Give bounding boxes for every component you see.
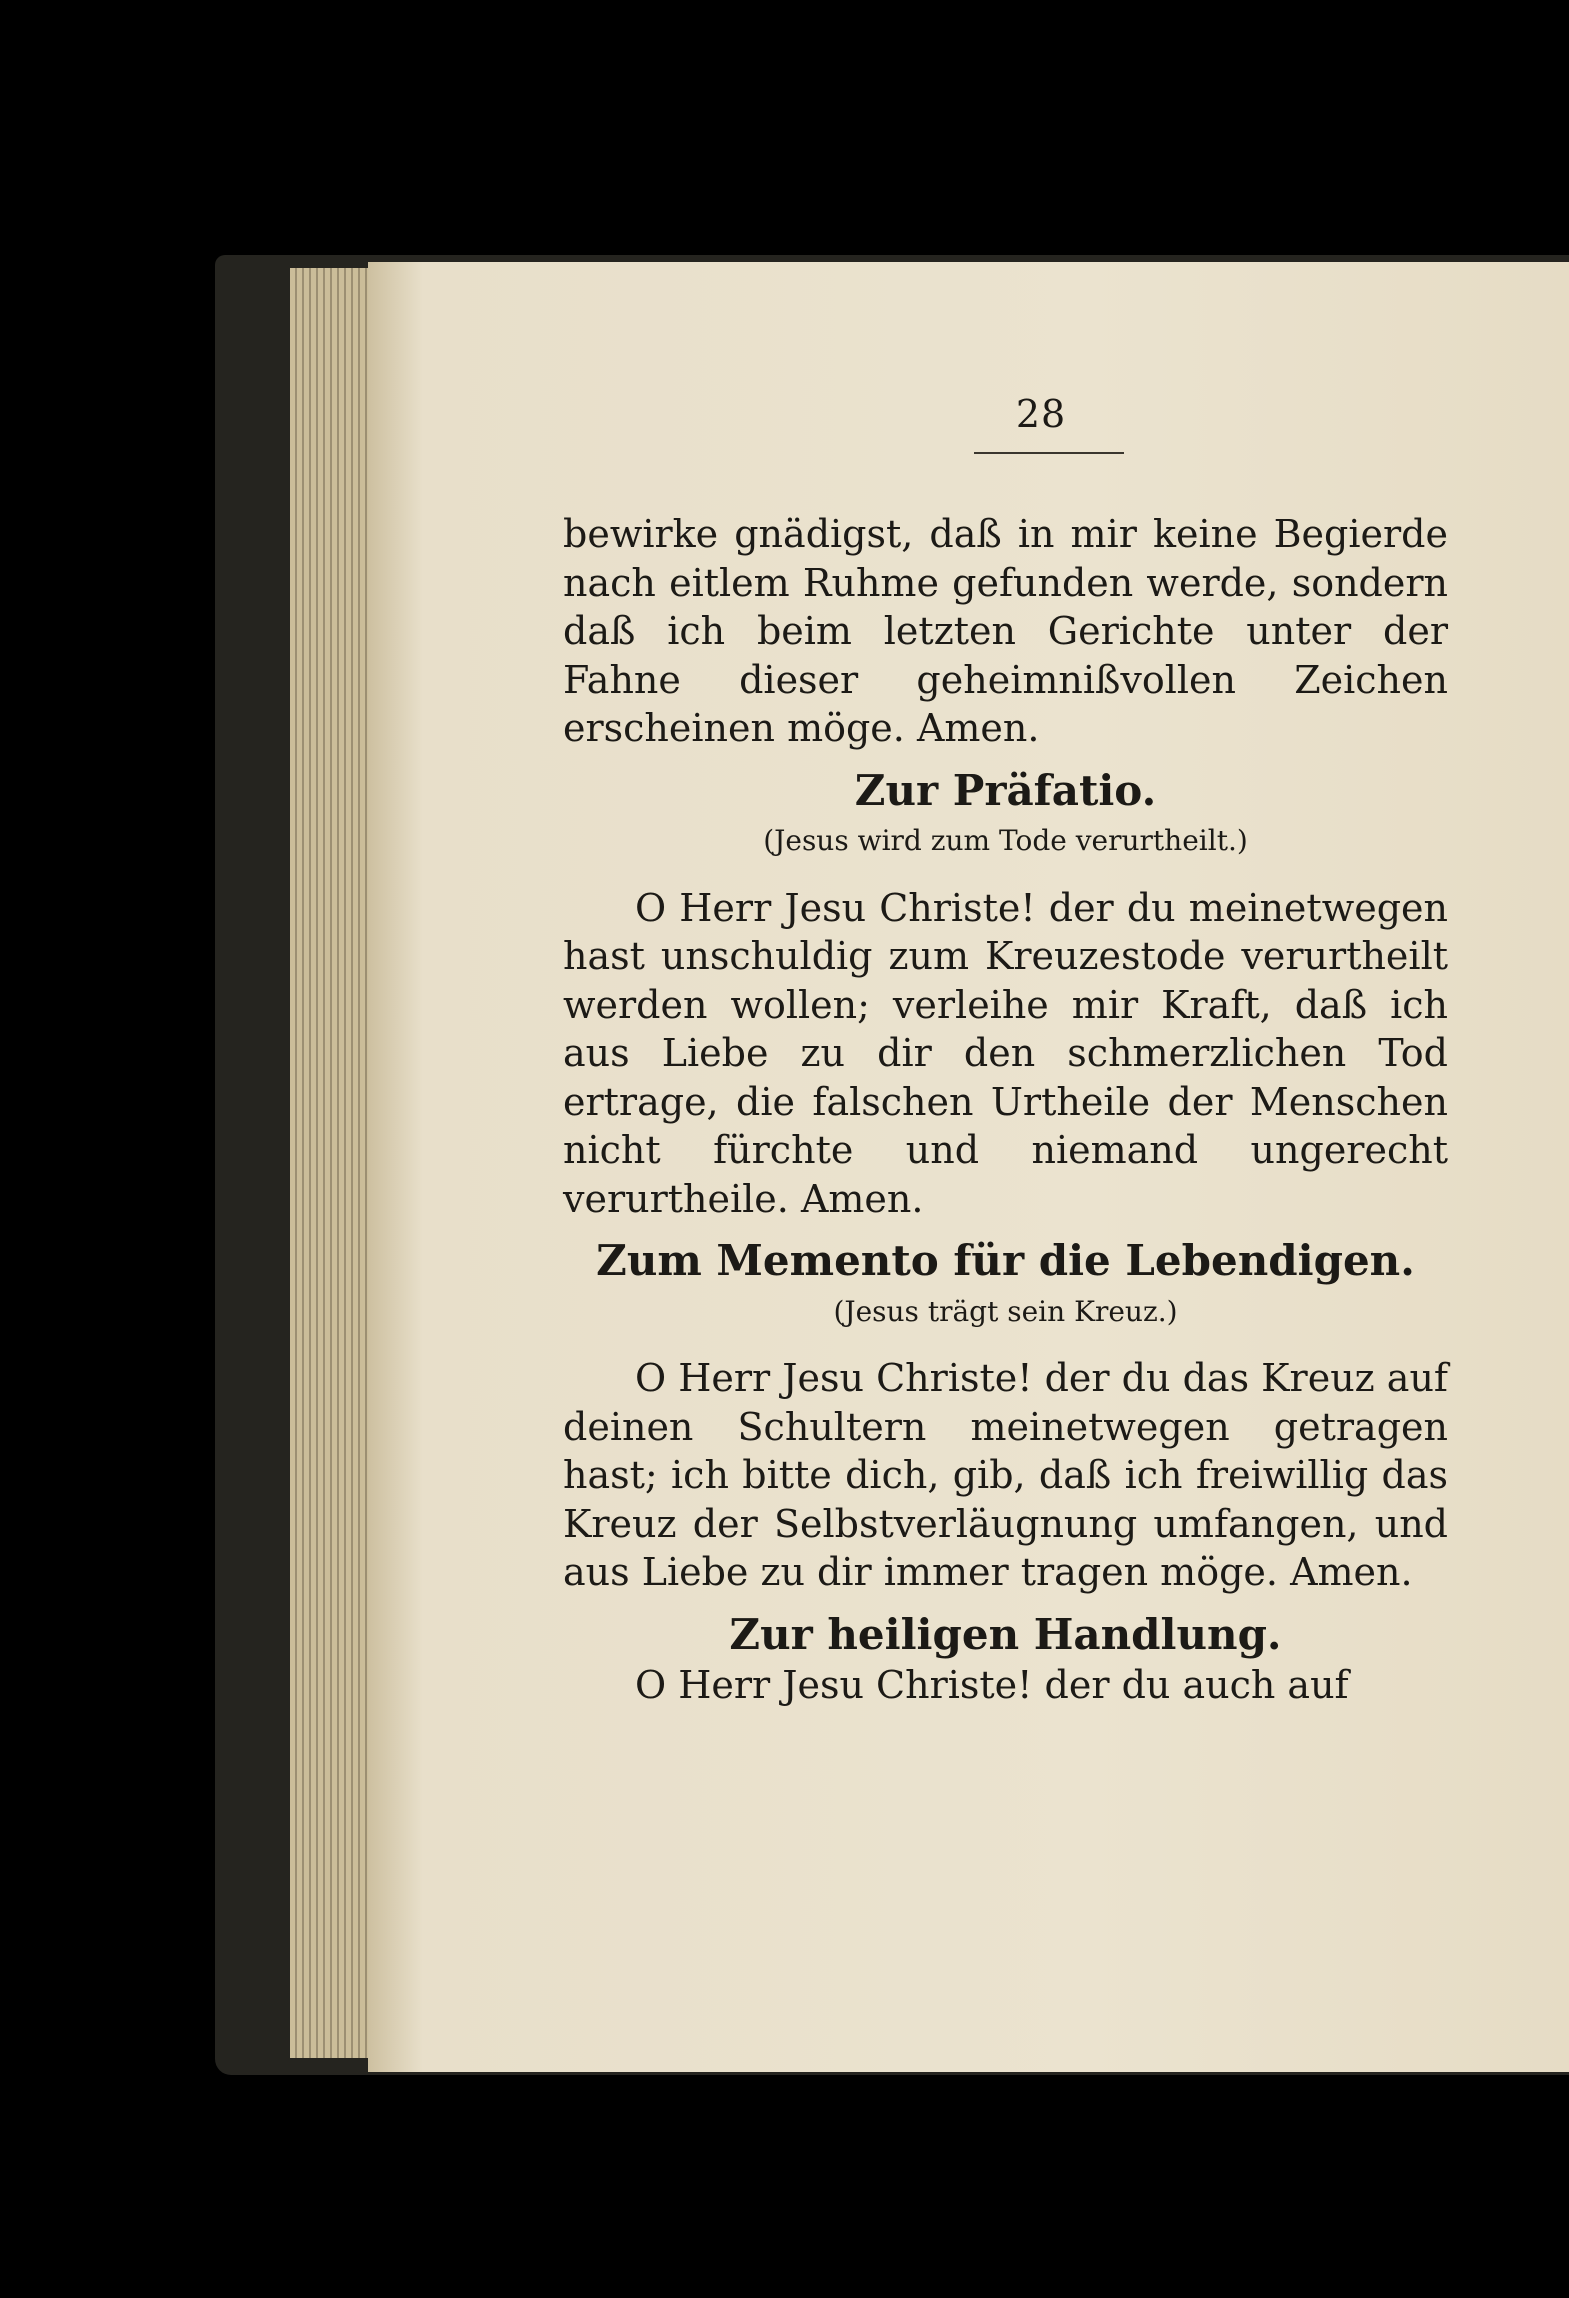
prayer-heilige-handlung: O Herr Jesu Christe! der du auch auf [635, 1663, 1349, 1707]
note-praefatio: (Jesus wird zum Tode verurtheilt.) [763, 824, 1248, 857]
page-body [563, 510, 1448, 1710]
heading-heilige-handlung: Zur heiligen Handlung. [729, 1609, 1282, 1659]
prayer-memento: O Herr Jesu Christe! der du das Kreuz auf deinen Schultern meinetwegen getragen hast; ich bitte dich, gib, daß ich freiwillig das Kreuz der Selbstverläugnung umfangen, und aus Liebe zu dir immer tragen möge. Amen. [563, 1356, 1448, 1594]
note-memento: (Jesus trägt sein Kreuz.) [833, 1294, 1178, 1328]
page-number: 28 [1015, 392, 1067, 436]
heading-praefatio: Zur Präfatio. [854, 765, 1157, 815]
paragraph-continued: bewirke gnädigst, daß in mir keine Begierde nach eitlem Ruhme gefunden werde, sondern daß ich beim letzten Gerichte unter der Fahne dieser geheimnißvollen Zeichen erscheinen möge. Amen. [563, 512, 1448, 750]
prayer-praefatio: O Herr Jesu Christe! der du meinetwegen hast unschuldig zum Kreuzestode verurtheilt werden wollen; verleihe mir Kraft, daß ich aus Liebe zu dir den schmerzlichen Tod ertrage, die falschen Urtheile der Menschen nicht fürchte und niemand ungerecht verurtheile. Amen. [563, 885, 1448, 1221]
book-page [368, 262, 1569, 2072]
heading-memento: Zum Memento für die Lebendigen. [596, 1236, 1415, 1285]
page-number-rule [974, 452, 1124, 454]
